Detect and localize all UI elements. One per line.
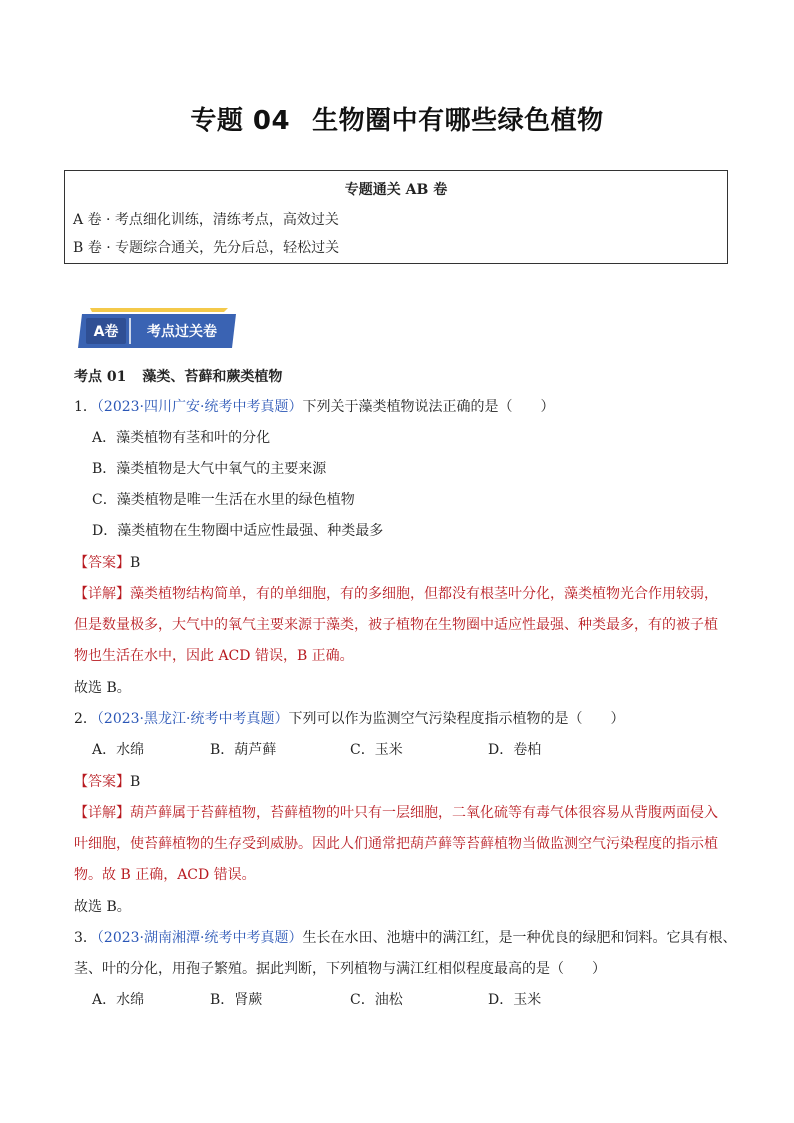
question-2-stem (74, 709, 624, 729)
banner-label: 考点过关卷 (147, 324, 217, 340)
question-number: 2． (74, 711, 97, 727)
question-source: （2023·四川广安·统考中考真题） (96, 399, 303, 415)
section-number: 考点 01 (74, 369, 127, 385)
option-b: B．葫芦藓 (210, 742, 277, 758)
question-3-stem-line-2: 茎、叶的分化，用孢子繁殖。据此判断，下列植物与满江红相似程度最高的是（ ） (74, 961, 606, 977)
question-2-options (92, 740, 541, 760)
question-source: （2023·黑龙江·统考中考真题） (96, 711, 289, 727)
answer-value: B (130, 555, 141, 571)
detail-label: 【详解】 (74, 805, 130, 821)
conclusion-2: 故选 B。 (74, 899, 131, 915)
option-c: C．玉米 (350, 742, 403, 758)
answer-1 (74, 553, 140, 573)
banner-tag: A卷 (93, 324, 119, 340)
intro-box (64, 170, 728, 264)
detail-text: 葫芦藓属于苔藓植物，苔藓植物的叶只有一层细胞，二氧化硫等有毒气体很容易从背腹两面侵入 (130, 805, 718, 821)
question-text: 下列关于藻类植物说法正确的是（ ） (302, 399, 555, 415)
intro-heading: 专题通关 AB 卷 (344, 182, 448, 198)
option-a: A．水绵 (92, 992, 145, 1008)
answer-value: B (130, 774, 141, 790)
question-text: 下列可以作为监测空气污染程度指示植物的是（ ） (288, 711, 625, 727)
question-text: 生长在水田、池塘中的满江红，是一种优良的绿肥和饲料。它具有根、 (302, 930, 737, 946)
option-d: D．玉米 (488, 992, 542, 1008)
question-1-stem (74, 397, 554, 417)
option-c: C．藻类植物是唯一生活在水里的绿色植物 (92, 492, 355, 508)
topic-name: 生物圈中有哪些绿色植物 (312, 106, 604, 136)
option-b: B．肾蕨 (210, 992, 263, 1008)
intro-line-b: B 卷 · 专题综合通关，先分后总，轻松过关 (73, 240, 340, 256)
detail-text: 藻类植物结构简单，有的单细胞，有的多细胞，但都没有根茎叶分化，藻类植物光合作用较弱， (130, 586, 718, 602)
topic-number: 专题 04 (190, 106, 291, 136)
answer-2 (74, 772, 140, 792)
option-a: A．水绵 (92, 742, 145, 758)
option-c: C．油松 (350, 992, 403, 1008)
section-heading (74, 366, 282, 386)
question-3-stem-line-1 (74, 928, 736, 948)
question-number: 3． (74, 930, 97, 946)
conclusion-1: 故选 B。 (74, 680, 131, 696)
detail-1-line-1 (74, 584, 718, 604)
option-b: B．藻类植物是大气中氧气的主要来源 (92, 461, 327, 477)
detail-2-line-1 (74, 803, 718, 823)
detail-1-line-2: 但是数量极多，大气中的氧气主要来源于藻类，被子植物在生物圈中适应性最强、种类最多，有的被子植 (74, 617, 718, 633)
question-source: （2023·湖南湘潭·统考中考真题） (96, 930, 303, 946)
detail-label: 【详解】 (74, 586, 130, 602)
detail-2-line-3: 物。故 B 正确，ACD 错误。 (74, 867, 256, 883)
intro-line-a: A 卷 · 考点细化训练，清练考点，高效过关 (73, 212, 339, 228)
detail-1-line-3: 物也生活在水中，因此 ACD 错误，B 正确。 (74, 648, 354, 664)
option-a: A．藻类植物有茎和叶的分化 (92, 430, 271, 446)
detail-2-line-2: 叶细胞，使苔藓植物的生存受到威胁。因此人们通常把葫芦藓等苔藓植物当做监测空气污染程度的指示植 (74, 836, 718, 852)
question-number: 1． (74, 399, 97, 415)
option-d: D．卷柏 (488, 742, 542, 758)
question-3-options (92, 990, 541, 1010)
answer-label: 【答案】 (74, 555, 130, 571)
section-banner (78, 308, 238, 350)
section-name: 藻类、苔藓和蕨类植物 (142, 369, 283, 385)
answer-label: 【答案】 (74, 774, 130, 790)
option-d: D．藻类植物在生物圈中适应性最强、种类最多 (92, 523, 384, 539)
page-title (0, 100, 794, 137)
